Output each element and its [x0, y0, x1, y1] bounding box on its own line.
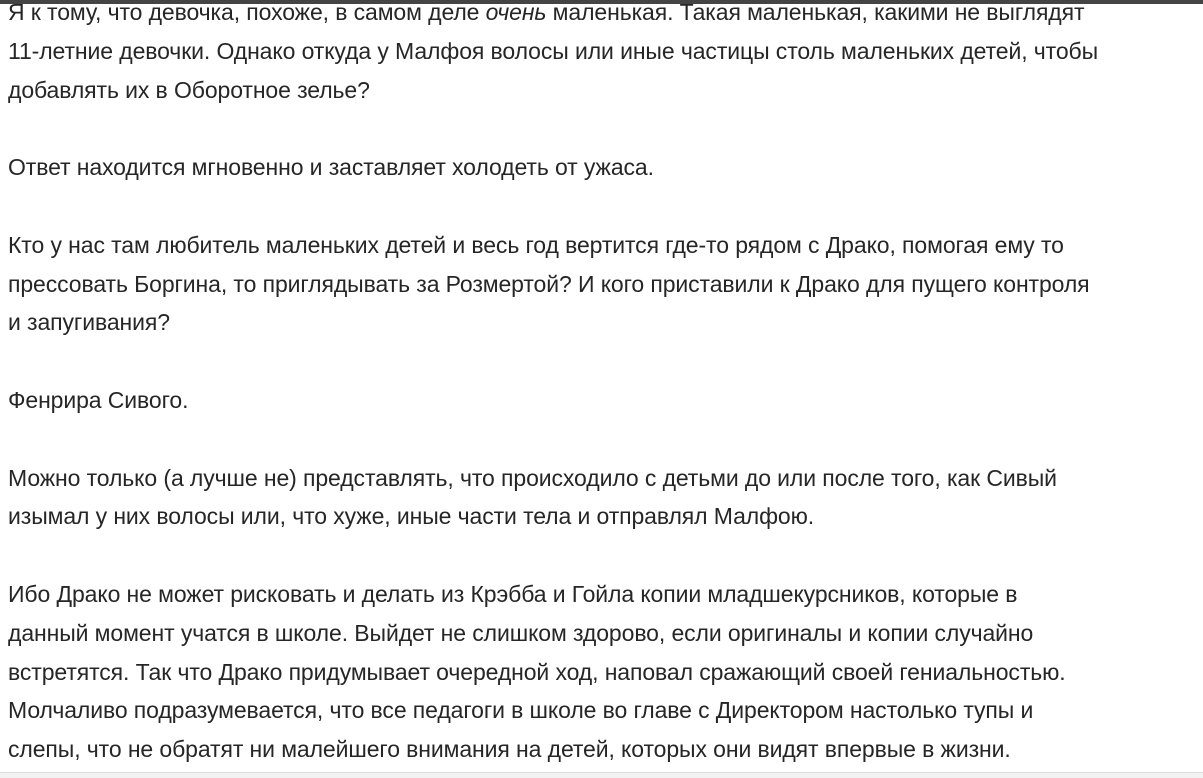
text-line [8, 0, 1200, 32]
article-body [8, 0, 1200, 769]
text-line: слепы, что не обратят ни малейшего внимания на детей, которых они видят впервые в жизни. [8, 736, 1011, 763]
text-segment: Я к тому, что девочка, похоже, в самом деле [8, 0, 486, 25]
emphasis-text: очень [485, 0, 547, 25]
text-line: Молчаливо подразумевается, что все педагоги в школе во главе с Директором настолько тупы и [8, 697, 1034, 724]
paragraph-3 [8, 226, 1200, 342]
bottom-edge-bar [0, 772, 1203, 778]
text-line: и запугивания? [8, 309, 170, 336]
text-line: Кто у нас там любитель маленьких детей и весь год вертится где-то рядом с Драко, помогая ему то [8, 231, 1064, 258]
text-line: 11-летние девочки. Однако откуда у Малфоя волосы или иные частицы столь маленьких детей, чтобы [8, 37, 1099, 64]
text-line: изымал у них волосы или, что хуже, иные части тела и отправлял Малфою. [8, 503, 815, 530]
text-line: встретятся. Так что Драко придумывает очередной ход, наповал сражающий своей гениальностью. [8, 658, 1066, 685]
text-line: Ответ находится мгновенно и заставляет холодеть от ужаса. [8, 154, 654, 181]
paragraph-1 [8, 0, 1200, 109]
text-segment: маленькая. Такая маленькая, какими не выглядят [546, 0, 1085, 25]
text-line: Фенрира Сивого. [8, 386, 189, 413]
paragraph-2 [8, 148, 1200, 187]
text-line: данный момент учатся в школе. Выйдет не слишком здорово, если оригиналы и копии случайно [8, 619, 1034, 646]
text-line: добавлять их в Оборотное зелье? [8, 76, 370, 103]
text-line: прессовать Боргина, то приглядывать за Розмертой? И кого приставили к Драко для пущего контроля [8, 270, 1090, 297]
text-line: Можно только (а лучше не) представлять, что происходило с детьми до или после того, как Сивый [8, 464, 1057, 491]
paragraph-5 [8, 459, 1200, 537]
paragraph-6 [8, 575, 1200, 769]
paragraph-4 [8, 381, 1200, 420]
text-line: Ибо Драко не может рисковать и делать из Крэбба и Гойла копии младшекурсников, которые в [8, 580, 1018, 607]
